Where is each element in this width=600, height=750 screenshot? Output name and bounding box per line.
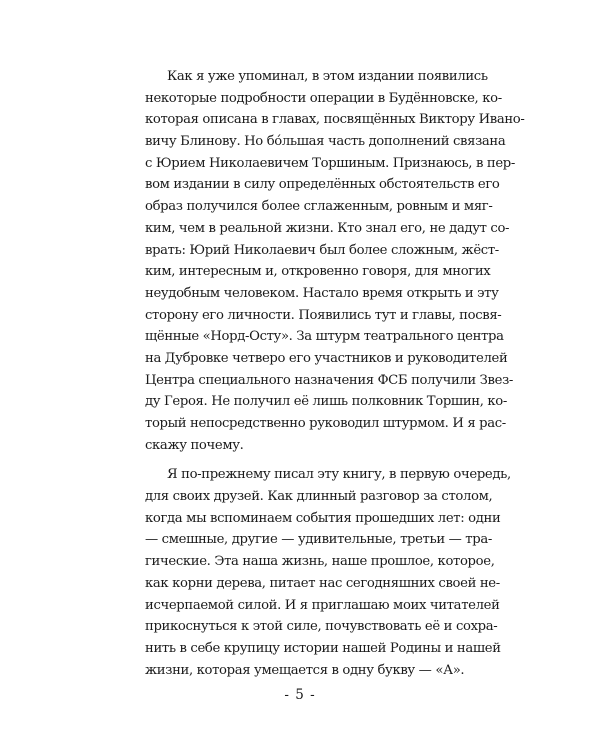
text-line: которая описана в главах, посвящённых Виктору Ивано- <box>145 112 525 128</box>
text-line: некоторые подробности операции в Будённовске, ко- <box>145 90 502 106</box>
paragraph-1 <box>145 66 525 456</box>
text-line: ким, интересным и, откровенно говоря, для многих <box>145 264 491 280</box>
page-number: - 5 - <box>284 687 316 703</box>
text-line: вом издании в силу определённых обстоятельств его <box>145 177 500 193</box>
text-line: ким, чем в реальной жизни. Кто знал его, не дадут со- <box>145 220 510 236</box>
text-line: Я по-прежнему писал эту книгу, в первую очередь, <box>167 467 511 483</box>
text-line: Центра специального назначения ФСБ получили Звез- <box>145 372 514 388</box>
text-line: вичу Блинову. Но бо́льшая часть дополнений связана <box>145 134 506 150</box>
text-line: с Юрием Николаевичем Торшиным. Признаюсь, в пер- <box>145 155 515 171</box>
text-line: нить в себе крупицу истории нашей Родины и нашей <box>145 640 501 656</box>
paragraph-gap <box>145 456 468 464</box>
text-line: врать: Юрий Николаевич был более сложным, жёст- <box>145 242 499 258</box>
text-line: неудобным человеком. Настало время открыть и эту <box>145 285 499 301</box>
text-line: исчерпаемой силой. И я приглашаю моих читателей <box>145 597 500 613</box>
text-line: на Дубровке четверо его участников и руководителей <box>145 350 508 366</box>
text-line: Как я уже упоминал, в этом издании появились <box>167 69 488 84</box>
body-text <box>145 66 525 681</box>
text-line: жизни, которая умещается в одну букву — «А». <box>145 662 465 678</box>
text-line: щённые «Норд-Осту». За штурм театрального центра <box>145 329 504 345</box>
text-line: образ получился более сглаженным, ровным и мяг- <box>145 199 493 215</box>
text-line: торый непосредственно руководил штурмом. И я рас- <box>145 416 506 431</box>
text-line: ду Героя. Не получил её лишь полковник Торшин, ко- <box>145 394 507 410</box>
text-line: как корни дерева, питает нас сегодняшних своей не- <box>145 575 500 591</box>
text-line: гические. Эта наша жизнь, наше прошлое, которое, <box>145 554 495 570</box>
text-line: прикоснуться к этой силе, почувствовать её и сохра- <box>145 619 498 635</box>
text-line: сторону его личности. Появились тут и главы, посвя- <box>145 307 502 323</box>
text-line: когда мы вспоминаем события прошедших лет: одни <box>145 510 501 526</box>
text-line: — смешные, другие — удивительные, третьи — тра- <box>145 532 492 548</box>
paragraph-2 <box>145 464 511 681</box>
text-line: скажу почему. <box>145 437 244 453</box>
text-line: для своих друзей. Как длинный разговор за столом, <box>145 489 493 505</box>
